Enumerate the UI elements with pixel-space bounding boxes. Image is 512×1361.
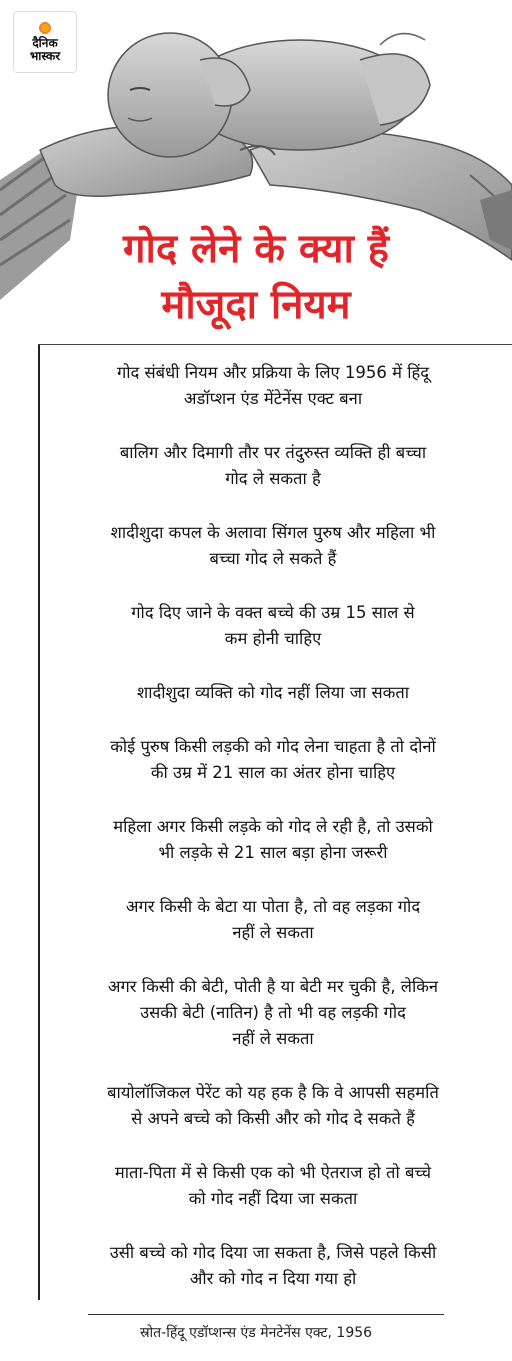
rule-text-line: बायोलॉजिकल पेरेंट को यह हक है कि वे आपसी सहमति <box>107 1083 439 1102</box>
rule-text-line: अगर किसी की बेटी, पोती है या बेटी मर चुकी है, लेकिन <box>107 977 439 996</box>
rule-item <box>48 680 498 706</box>
divider-top <box>38 344 512 345</box>
logo-text-line2: भास्कर <box>29 49 61 63</box>
rule-text-line: को गोद नहीं दिया जा सकता <box>188 1189 358 1208</box>
headline-line2: मौजूदा नियम <box>161 282 351 328</box>
rule-item <box>48 894 498 946</box>
rule-item <box>48 520 498 572</box>
rule-item <box>48 440 498 492</box>
rule-item <box>48 734 498 786</box>
rule-item <box>48 814 498 866</box>
rule-text-line: और को गोद न दिया गया हो <box>189 1269 357 1288</box>
rule-text-line: की उम्र में 21 साल का अंतर होना चाहिए <box>150 763 396 782</box>
source-divider <box>88 1314 444 1315</box>
rule-text-line: नहीं ले सकता <box>232 1029 314 1048</box>
rule-item <box>48 1240 498 1292</box>
rule-item <box>48 1160 498 1212</box>
rule-text-line: महिला अगर किसी लड़के को गोद ले रही है, तो उसको <box>113 817 433 836</box>
rule-text-line: शादीशुदा कपल के अलावा सिंगल पुरुष और महिला भी <box>110 523 436 542</box>
hero-illustration <box>0 0 512 345</box>
rule-text-line: गोद दिए जाने के वक्त बच्चे की उम्र 15 साल से <box>131 603 415 622</box>
headline-line1: गोद लेने के क्या हैं <box>122 226 390 272</box>
rule-text-line: गोद ले सकता है <box>225 469 321 488</box>
rule-item <box>48 1080 498 1132</box>
brand-logo <box>14 12 76 72</box>
rule-text-line: अडॉप्शन एंड मेंटेनेंस एक्ट बना <box>183 389 363 408</box>
rule-item <box>48 974 498 1052</box>
rule-text-line: कम होनी चाहिए <box>224 629 322 648</box>
rule-text-line: उसकी बेटी (नातिन) है तो भी वह लड़की गोद <box>140 1003 406 1022</box>
rule-text-line: शादीशुदा व्यक्ति को गोद नहीं लिया जा सकता <box>136 683 410 702</box>
source-credit: स्रोत-हिंदू एडॉप्शन्स एंड मेनटेनेंस एक्ट, 1956 <box>139 1325 373 1341</box>
rule-item <box>48 360 498 412</box>
sun-icon <box>38 21 52 35</box>
rule-text-line: कोई पुरुष किसी लड़की को गोद लेना चाहता है तो दोनों <box>110 737 436 756</box>
rule-text-line: से अपने बच्चे को किसी और को गोद दे सकते हैं <box>131 1109 415 1128</box>
rule-item <box>48 600 498 652</box>
rule-text-line: नहीं ले सकता <box>232 923 314 942</box>
rule-text-line: अगर किसी के बेटा या पोता है, तो वह लड़का गोद <box>125 897 421 916</box>
logo-text-line1: दैनिक <box>32 36 58 50</box>
rule-text-line: उसी बच्चे को गोद दिया जा सकता है, जिसे पहले किसी <box>109 1243 437 1262</box>
rule-text-line: भी लड़के से 21 साल बड़ा होना जरूरी <box>158 843 388 862</box>
rule-text-line: बालिग और दिमागी तौर पर तंदुरुस्त व्यक्ति ही बच्चा <box>119 443 427 462</box>
rule-text-line: बच्चा गोद ले सकते हैं <box>209 549 337 568</box>
rule-text-line: माता-पिता में से किसी एक को भी ऐतराज हो तो बच्चे <box>114 1163 432 1182</box>
rule-text-line: गोद संबंधी नियम और प्रक्रिया के लिए 1956 में हिंदू <box>116 363 430 382</box>
left-rule-line <box>38 345 40 1300</box>
